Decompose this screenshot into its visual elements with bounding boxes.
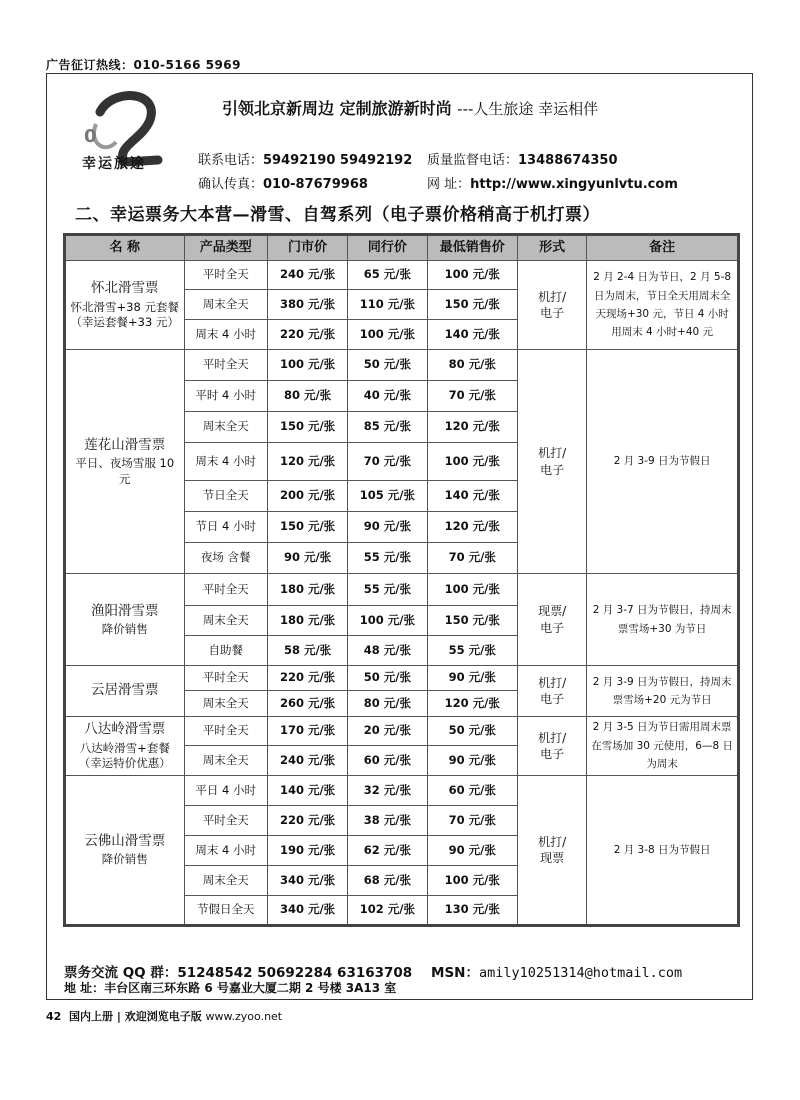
ticket-form: 机打/ 电子 [517,350,586,574]
min-price: 140 元/张 [427,481,517,512]
section-heading: 二、幸运票务大本营—滑雪、自驾系列（电子票价格稍高于机打票） [75,205,600,225]
header-note: 备注 [587,235,739,261]
trade-price: 60 元/张 [348,746,427,776]
ticket-type: 周末全天 [184,290,267,320]
header-form: 形式 [517,235,586,261]
page-separator: | [116,1010,121,1023]
ticket-type: 平时全天 [184,574,267,606]
ticket-type: 节日 4 小时 [184,512,267,543]
min-price: 90 元/张 [427,746,517,776]
table-row [65,261,739,290]
msn-address[interactable]: amily10251314@hotmail.com [478,965,683,981]
min-price: 70 元/张 [427,381,517,412]
trade-price: 55 元/张 [348,574,427,606]
ticket-form: 现票/ 电子 [517,574,586,666]
ticket-type: 节日全天 [184,481,267,512]
min-price: 90 元/张 [427,836,517,866]
trade-price: 32 元/张 [348,776,427,806]
slogan-tail: ---人生旅途 幸运相伴 [457,100,599,118]
table-row [65,776,739,806]
slogan-main: 引领北京新周边 定制旅游新时尚 [222,99,452,118]
trade-price: 102 元/张 [348,896,427,926]
ticket-type: 周末全天 [184,412,267,443]
min-price: 150 元/张 [427,290,517,320]
retail-price: 220 元/张 [267,320,347,350]
logo-text: 幸运旅途 [82,156,146,172]
trade-price: 62 元/张 [348,836,427,866]
trade-price: 110 元/张 [348,290,427,320]
footer-address: 地 址：丰台区南三环东路 6 号嘉业大厦二期 2 号楼 3A13 室 [64,981,397,995]
table-row [65,666,739,691]
ticket-type: 平时全天 [184,806,267,836]
ticket-form: 机打/ 现票 [517,776,586,926]
qq-groups: 51248542 50692284 63163708 [177,965,413,981]
product-sub1: 平日、夜场雪服 10 元 [75,456,175,486]
slogan [222,96,598,119]
min-price: 50 元/张 [427,717,517,746]
ticket-type: 平时全天 [184,666,267,691]
ticket-note: 2 月 3-7 日为节假日，持周末票雪场+30 为节日 [587,574,739,666]
trade-price: 68 元/张 [348,866,427,896]
min-price: 100 元/张 [427,443,517,481]
ticket-type: 自助餐 [184,636,267,666]
retail-price: 170 元/张 [267,717,347,746]
retail-price: 190 元/张 [267,836,347,866]
trade-price: 38 元/张 [348,806,427,836]
trade-price: 100 元/张 [348,320,427,350]
product-name: 莲花山滑雪票 [84,436,166,453]
page-section: 国内上册 [68,1010,113,1023]
ticket-note: 2 月 3-9 日为节假日 [587,350,739,574]
ticket-type: 平日 4 小时 [184,776,267,806]
header-trade: 同行价 [348,235,427,261]
trade-price: 80 元/张 [348,691,427,717]
min-price: 130 元/张 [427,896,517,926]
ticket-type: 周末 4 小时 [184,836,267,866]
page-number: 42 [46,1010,62,1023]
retail-price: 120 元/张 [267,443,347,481]
min-price: 70 元/张 [427,543,517,574]
contact-qc: 质量监督电话：13488674350 [427,153,618,168]
ticket-type: 平时 4 小时 [184,381,267,412]
min-price: 120 元/张 [427,412,517,443]
product-name-cell [65,717,185,776]
min-price: 80 元/张 [427,350,517,381]
ticket-type: 夜场 含餐 [184,543,267,574]
product-name-cell [65,776,185,926]
product-sub1: 降价销售 [101,621,148,636]
trade-price: 20 元/张 [348,717,427,746]
ticket-type: 平时全天 [184,350,267,381]
min-price: 90 元/张 [427,666,517,691]
trade-price: 50 元/张 [348,350,427,381]
retail-price: 380 元/张 [267,290,347,320]
trade-price: 100 元/张 [348,606,427,636]
retail-price: 180 元/张 [267,574,347,606]
min-price: 150 元/张 [427,606,517,636]
trade-price: 48 元/张 [348,636,427,666]
header-min: 最低销售价 [427,235,517,261]
retail-price: 180 元/张 [267,606,347,636]
product-sub1: 降价销售 [101,852,148,867]
retail-price: 260 元/张 [267,691,347,717]
msn-label: MSN： [431,965,479,981]
trade-price: 65 元/张 [348,261,427,290]
ticket-type: 周末全天 [184,746,267,776]
product-sub1: 怀北滑雪+38 元套餐 [70,299,179,314]
ticket-form: 机打/ 电子 [517,666,586,717]
ticket-form: 机打/ 电子 [517,717,586,776]
retail-price: 240 元/张 [267,261,347,290]
header-type: 产品类型 [184,235,267,261]
page-site[interactable]: www.zyoo.net [205,1010,283,1023]
trade-price: 90 元/张 [348,512,427,543]
retail-price: 340 元/张 [267,866,347,896]
ticket-type: 周末全天 [184,866,267,896]
product-name: 渔阳滑雪票 [91,602,159,619]
min-price: 120 元/张 [427,691,517,717]
ticket-note: 2 月 2-4 日为节日，2 月 5-8 日为周末，节日全天用周末全天现场+30 元，节日 4 小时用周末 4 小时+40 元 [587,261,739,350]
min-price: 120 元/张 [427,512,517,543]
trade-price: 70 元/张 [348,443,427,481]
retail-price: 80 元/张 [267,381,347,412]
footer-contact [64,961,682,981]
retail-price: 140 元/张 [267,776,347,806]
retail-price: 220 元/张 [267,806,347,836]
product-name: 云佛山滑雪票 [84,833,166,850]
ticket-type: 周末全天 [184,691,267,717]
ticket-type: 周末全天 [184,606,267,636]
product-name-cell [65,574,185,666]
product-name: 八达岭滑雪票 [84,721,166,738]
trade-price: 50 元/张 [348,666,427,691]
product-sub2: （幸运套餐+33 元） [70,315,179,330]
ticket-form: 机打/ 电子 [517,261,586,350]
retail-price: 90 元/张 [267,543,347,574]
table-row [65,717,739,746]
ticket-type: 周末 4 小时 [184,443,267,481]
svg-text:0: 0 [84,126,97,147]
qq-label: 票务交流 QQ 群： [64,965,178,981]
ticket-note: 2 月 3-9 日为节假日，持周末票雪场+20 元为节日 [587,666,739,717]
ticket-note: 2 月 3-8 日为节假日 [587,776,739,926]
contact-fax: 确认传真：010-87679968 [198,177,368,192]
retail-price: 340 元/张 [267,896,347,926]
product-name: 云居滑雪票 [91,681,159,698]
contact-web: 网 址：http://www.xingyunlvtu.com [427,177,678,192]
table-row [65,350,739,381]
product-name-cell [65,350,185,574]
ticket-type: 平时全天 [184,717,267,746]
retail-price: 150 元/张 [267,512,347,543]
page-footer [46,1008,282,1024]
retail-price: 200 元/张 [267,481,347,512]
trade-price: 105 元/张 [348,481,427,512]
product-name-cell [65,666,185,717]
min-price: 100 元/张 [427,261,517,290]
header-name: 名 称 [65,235,185,261]
ticket-type: 周末 4 小时 [184,320,267,350]
trade-price: 85 元/张 [348,412,427,443]
ticket-note: 2 月 3-5 日为节日需用周末票在雪场加 30 元使用，6—8 日为周末 [587,717,739,776]
ad-hotline: 广告征订热线：010-5166 5969 [46,58,242,72]
product-name: 怀北滑雪票 [91,280,159,297]
ticket-type: 节假日全天 [184,896,267,926]
table-header-row [65,235,739,261]
ticket-type: 平时全天 [184,261,267,290]
contact-phone: 联系电话：59492190 59492192 [198,153,413,168]
product-sub2: （幸运特价优惠） [78,756,171,771]
ticket-table [63,233,740,927]
product-sub1: 八达岭滑雪+套餐 [79,740,170,755]
min-price: 100 元/张 [427,866,517,896]
min-price: 140 元/张 [427,320,517,350]
product-name-cell [65,261,185,350]
trade-price: 55 元/张 [348,543,427,574]
min-price: 70 元/张 [427,806,517,836]
trade-price: 40 元/张 [348,381,427,412]
page-promo: 欢迎浏览电子版 [124,1010,202,1023]
min-price: 55 元/张 [427,636,517,666]
retail-price: 150 元/张 [267,412,347,443]
min-price: 60 元/张 [427,776,517,806]
min-price: 100 元/张 [427,574,517,606]
table-row [65,574,739,606]
retail-price: 100 元/张 [267,350,347,381]
header-retail: 门市价 [267,235,347,261]
retail-price: 58 元/张 [267,636,347,666]
retail-price: 240 元/张 [267,746,347,776]
retail-price: 220 元/张 [267,666,347,691]
